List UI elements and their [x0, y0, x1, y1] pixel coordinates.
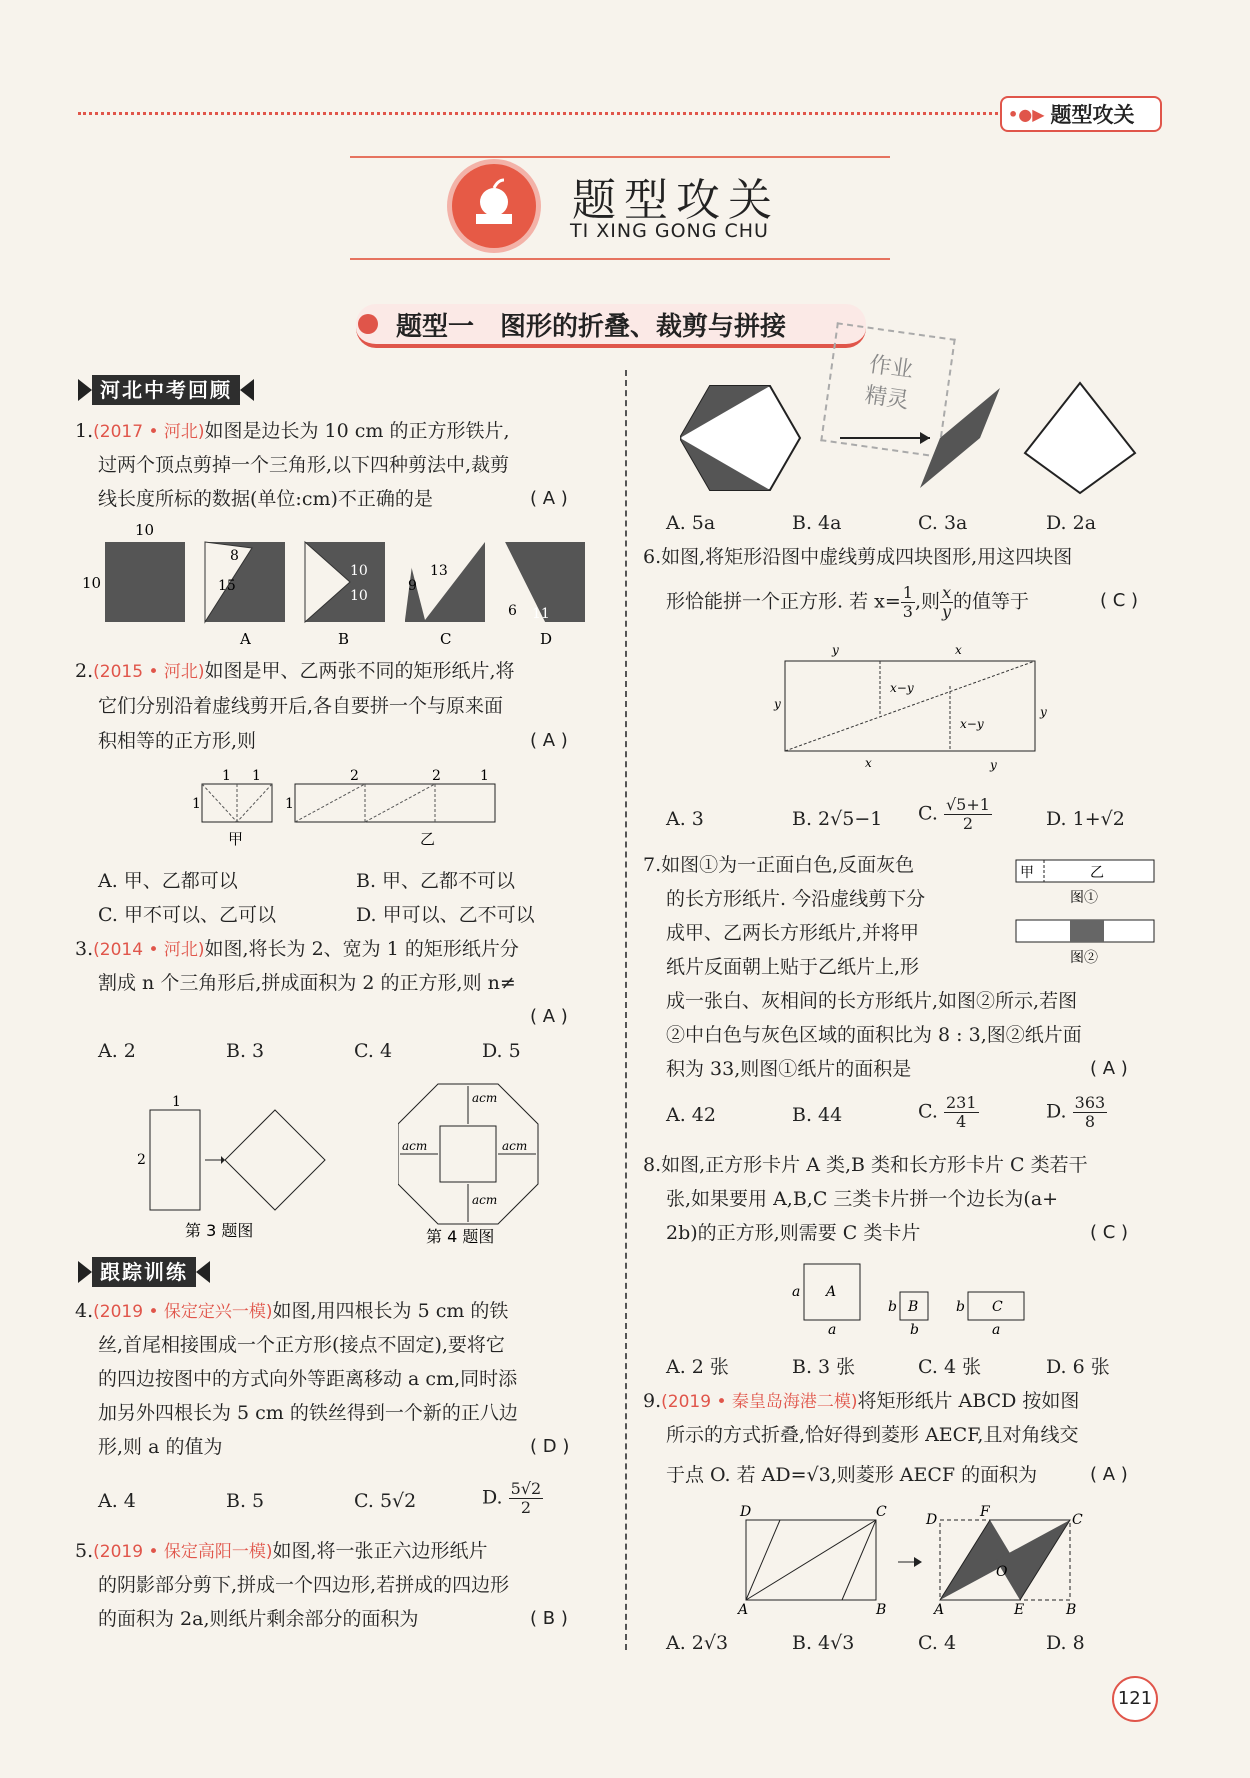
q1-answer: ( A )	[530, 488, 568, 509]
svg-text:a: a	[992, 1322, 1001, 1336]
q3-option-b[interactable]: B. 3	[226, 1040, 265, 1062]
q1-lbl-B: B	[338, 630, 350, 648]
q6-answer: ( C )	[1100, 590, 1139, 611]
q4-option-a[interactable]: A. 4	[98, 1490, 136, 1512]
svg-text:第 3 题图: 第 3 题图	[185, 1221, 254, 1240]
column-divider	[625, 370, 627, 1650]
q9-option-d[interactable]: D. 8	[1046, 1632, 1085, 1654]
side-header-1: 河北中考回顾	[78, 374, 254, 406]
q3-line2: 割成 n 个三角形后,拼成面积为 2 的正方形,则 n≠	[98, 972, 516, 994]
banner-bottom-rule	[350, 258, 890, 260]
svg-text:y: y	[832, 643, 839, 657]
q1-lbl-b1: 10	[350, 563, 368, 579]
svg-text:A: A	[826, 1284, 837, 1300]
q7-line5: 成一张白、灰相间的长方形纸片,如图②所示,若图	[666, 990, 1078, 1012]
q7-figure	[1010, 852, 1170, 972]
q5-option-a[interactable]: A. 5a	[666, 512, 716, 534]
q1-lbl-15: 15	[218, 578, 236, 594]
q8-line1: 8.如图,正方形卡片 A 类,B 类和长方形卡片 C 类若干	[643, 1154, 1088, 1176]
stamp: 作业 精灵	[820, 322, 956, 458]
header-tag: •●▶ 题型攻关	[1000, 96, 1162, 132]
svg-text:甲: 甲	[228, 830, 244, 848]
q5-option-b[interactable]: B. 4a	[792, 512, 842, 534]
q3-figure	[125, 1090, 345, 1240]
q1-lbl-13: 13	[430, 563, 448, 579]
svg-text:A: A	[738, 1602, 749, 1618]
svg-text:acm: acm	[402, 1139, 428, 1153]
svg-text:1: 1	[480, 768, 489, 784]
svg-text:F: F	[980, 1504, 990, 1520]
q3-option-d[interactable]: D. 5	[482, 1040, 521, 1062]
q4-option-c[interactable]: C. 5√2	[354, 1490, 417, 1512]
svg-text:C: C	[876, 1504, 887, 1520]
svg-text:b: b	[888, 1299, 897, 1315]
q4-answer: ( D )	[530, 1436, 570, 1457]
banner-title: 题型攻关	[572, 175, 780, 226]
svg-text:y: y	[1040, 705, 1047, 719]
q1-lbl-6: 6	[508, 603, 517, 619]
svg-text:甲: 甲	[1020, 865, 1034, 881]
q1-lbl-10b: 10	[82, 574, 102, 592]
q9-figure	[730, 1500, 1090, 1620]
q5-line3: 的面积为 2a,则纸片剩余部分的面积为	[98, 1608, 419, 1630]
header-dotted-line	[78, 112, 998, 115]
q2-line3: 积相等的正方形,则	[98, 730, 257, 752]
q9-line2: 所示的方式折叠,恰好得到菱形 AECF,且对角线交	[666, 1424, 1079, 1446]
q5-figure	[680, 378, 1150, 508]
q2-figure	[190, 762, 520, 852]
q8-option-d[interactable]: D. 6 张	[1046, 1356, 1110, 1378]
svg-text:C: C	[992, 1299, 1003, 1315]
svg-text:y: y	[774, 697, 781, 711]
svg-text:2: 2	[137, 1152, 146, 1168]
q5-line1: 5.(2019 • 保定高阳一模)如图,将一张正六边形纸片	[75, 1540, 488, 1562]
q4-line3: 的四边按图中的方式向外等距离移动 a cm,同时添	[98, 1368, 518, 1390]
svg-text:acm: acm	[472, 1091, 498, 1105]
side-header-2: 跟踪训练	[78, 1256, 210, 1288]
q1-line2: 过两个顶点剪掉一个三角形,以下四种剪法中,裁剪	[98, 454, 510, 476]
svg-text:1: 1	[172, 1094, 181, 1110]
q1-lbl-D: D	[540, 630, 553, 648]
q2-option-b[interactable]: B. 甲、乙都不可以	[356, 870, 516, 892]
q4-line4: 加另外四根长为 5 cm 的铁丝得到一个新的正八边	[98, 1402, 518, 1424]
q1-line1: 1.(2017 • 河北)如图是边长为 10 cm 的正方形铁片,	[75, 420, 510, 442]
svg-text:B: B	[908, 1299, 919, 1315]
svg-text:B: B	[876, 1602, 887, 1618]
svg-text:x−y: x−y	[890, 681, 914, 695]
svg-text:a: a	[792, 1284, 801, 1300]
q5-line2: 的阴影部分剪下,拼成一个四边形,若拼成的四边形	[98, 1574, 510, 1596]
bullet-icon	[358, 314, 378, 334]
q7-option-d[interactable]: D. $\frac{363}{8}$	[1046, 1093, 1106, 1131]
svg-text:O: O	[996, 1564, 1008, 1580]
q7-line6: ②中白色与灰色区域的面积比为 8 : 3,图②纸片面	[666, 1024, 1082, 1046]
q6-option-d[interactable]: D. 1+√2	[1046, 808, 1125, 830]
svg-text:D: D	[740, 1504, 752, 1520]
q7-answer: ( A )	[1090, 1058, 1128, 1079]
svg-text:acm: acm	[502, 1139, 528, 1153]
q9-line1: 9.(2019 • 秦皇岛海港二模)将矩形纸片 ABCD 按如图	[643, 1390, 1080, 1412]
q7-line7: 积为 33,则图①纸片的面积是	[666, 1058, 912, 1080]
svg-text:A: A	[934, 1602, 945, 1618]
q4-line2: 丝,首尾相接围成一个正方形(接点不固定),要将它	[98, 1334, 505, 1356]
q2-option-c[interactable]: C. 甲不可以、乙可以	[98, 904, 276, 926]
q9-option-c[interactable]: C. 4	[918, 1632, 957, 1654]
q9-option-b[interactable]: B. 4√3	[792, 1632, 855, 1654]
q3-option-c[interactable]: C. 4	[354, 1040, 393, 1062]
q4-line5: 形,则 a 的值为	[98, 1436, 223, 1458]
svg-text:x: x	[955, 643, 962, 657]
q2-option-d[interactable]: D. 甲可以、乙不可以	[356, 904, 535, 926]
svg-text:1: 1	[252, 768, 261, 784]
q2-line1: 2.(2015 • 河北)如图是甲、乙两张不同的矩形纸片,将	[75, 660, 515, 682]
svg-text:a: a	[828, 1322, 837, 1336]
q3-line1: 3.(2014 • 河北)如图,将长为 2、宽为 1 的矩形纸片分	[75, 938, 519, 960]
svg-text:第 4 题图: 第 4 题图	[426, 1227, 495, 1246]
q2-line2: 它们分别沿着虚线剪开后,各自要拼一个与原来面	[98, 695, 504, 717]
q6-option-b[interactable]: B. 2√5−1	[792, 808, 883, 830]
q1-lbl-8: 8	[230, 548, 239, 564]
q1-lbl-9: 9	[408, 578, 417, 594]
q7-line3: 成甲、乙两长方形纸片,并将甲	[666, 922, 920, 944]
q4-option-d[interactable]: D. $\frac{5√2}{2}$	[482, 1479, 542, 1517]
q8-line3: 2b)的正方形,则需要 C 类卡片	[666, 1222, 921, 1244]
svg-text:图①: 图①	[1070, 890, 1098, 906]
q1-line3: 线长度所标的数据(单位:cm)不正确的是	[98, 488, 433, 510]
q5-option-d[interactable]: D. 2a	[1046, 512, 1097, 534]
svg-text:乙: 乙	[420, 830, 436, 848]
q7-line1: 7.如图①为一正面白色,反面灰色	[643, 854, 915, 876]
svg-text:acm: acm	[472, 1193, 498, 1207]
q7-option-b[interactable]: B. 44	[792, 1104, 843, 1126]
q6-option-c[interactable]: C. $\frac{√5+1}{2}$	[918, 795, 990, 833]
q6-option-a[interactable]: A. 3	[666, 808, 704, 830]
svg-text:图②: 图②	[1070, 950, 1098, 966]
svg-text:b: b	[910, 1322, 919, 1336]
q8-figure	[786, 1256, 1046, 1336]
q9-answer: ( A )	[1090, 1464, 1128, 1485]
q1-lbl-11: 11	[532, 606, 550, 622]
q6-line2: 形恰能拼一个正方形. 若 x= $\frac{1}{3}$ ,则 $\frac{x}{y}$ 的值等于	[666, 583, 1030, 621]
svg-text:2: 2	[432, 768, 441, 784]
q1-lbl-b2: 10	[350, 588, 368, 604]
svg-text:1: 1	[222, 768, 231, 784]
q6-figure	[760, 636, 1060, 776]
svg-text:B: B	[1066, 1602, 1077, 1618]
svg-text:2: 2	[350, 768, 359, 784]
q8-answer: ( C )	[1090, 1222, 1129, 1243]
svg-text:E: E	[1014, 1602, 1025, 1618]
svg-text:C: C	[1072, 1512, 1083, 1528]
q4-option-b[interactable]: B. 5	[226, 1490, 265, 1512]
q7-option-c[interactable]: C. $\frac{231}{4}$	[918, 1093, 977, 1131]
q1-lbl-10a: 10	[135, 521, 155, 539]
svg-text:1: 1	[285, 796, 294, 812]
q4-figure	[398, 1076, 548, 1246]
q2-option-a[interactable]: A. 甲、乙都可以	[98, 870, 238, 892]
q8-option-b[interactable]: B. 3 张	[792, 1356, 856, 1378]
q7-line2: 的长方形纸片. 今沿虚线剪下分	[666, 888, 926, 910]
svg-text:乙: 乙	[1090, 865, 1104, 881]
dots-arrow-icon: •●▶	[1008, 104, 1045, 124]
q5-answer: ( B )	[530, 1608, 568, 1629]
banner-subtitle: TI XING GONG CHU	[570, 220, 769, 242]
q4-line1: 4.(2019 • 保定定兴一模)如图,用四根长为 5 cm 的铁	[75, 1300, 509, 1322]
section-title: 题型一 图形的折叠、裁剪与拼接	[396, 312, 787, 342]
banner-top-rule	[350, 156, 890, 158]
q8-line2: 张,如果要用 A,B,C 三类卡片拼一个边长为(a+	[666, 1188, 1059, 1210]
q9-option-a[interactable]: A. 2√3	[666, 1632, 729, 1654]
q1-lbl-C: C	[440, 630, 452, 648]
q7-line4: 纸片反面朝上贴于乙纸片上,形	[666, 956, 920, 978]
q1-lbl-A: A	[240, 630, 251, 648]
q5-option-c[interactable]: C. 3a	[918, 512, 968, 534]
q6-line1: 6.如图,将矩形沿图中虚线剪成四块图形,用这四块图	[643, 546, 1073, 568]
svg-text:x: x	[865, 756, 872, 770]
svg-text:D: D	[926, 1512, 938, 1528]
page-number: 121	[1112, 1676, 1158, 1722]
q2-answer: ( A )	[530, 730, 568, 751]
svg-text:b: b	[956, 1299, 965, 1315]
q7-option-a[interactable]: A. 42	[666, 1104, 716, 1126]
q1-figure	[80, 520, 600, 650]
q8-option-c[interactable]: C. 4 张	[918, 1356, 982, 1378]
apple-book-icon	[452, 164, 536, 248]
svg-text:x−y: x−y	[960, 717, 984, 731]
q8-option-a[interactable]: A. 2 张	[666, 1356, 729, 1378]
svg-text:y: y	[990, 758, 997, 772]
q3-answer: ( A )	[530, 1006, 568, 1027]
q9-line3: 于点 O. 若 AD=√3,则菱形 AECF 的面积为	[666, 1464, 1038, 1486]
svg-text:1: 1	[192, 796, 201, 812]
q3-option-a[interactable]: A. 2	[98, 1040, 136, 1062]
